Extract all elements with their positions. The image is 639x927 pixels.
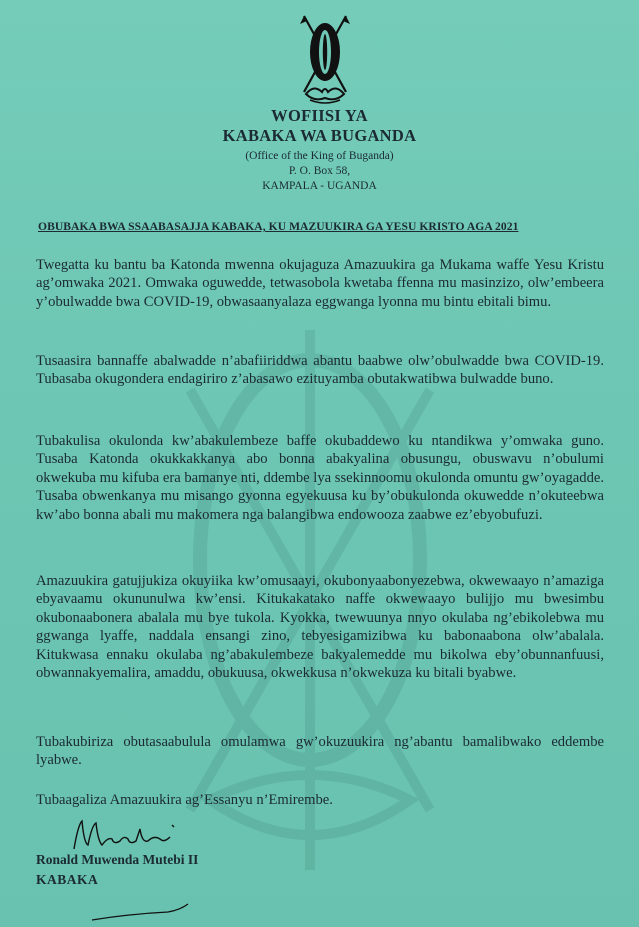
paragraph-5: Tubakubiriza obutasaabulula omulamwa gw’okuzuukira ng’abantu bamalibwako eddembe lyabwe. [36, 734, 604, 769]
letterhead-title-line2: KABAKA WA BUGANDA [222, 126, 417, 145]
closing-greeting: Tubaagaliza Amazuukira ag’Essanyu n’Emirembe. [36, 792, 333, 808]
paragraph-1: Twegatta ku bantu ba Katonda mwenna okujaguza Amazuukira ga Mukama waffe Yesu Kristu ag’omwaka 2021. Omwaka oguwedde, tetwasobola kwetaba ffenna mu masinzizo, olw’embeera y’obulwadde bwa COVID-19, obwasaanyalaza eggwanga lyonna mu bintu ebitali bimu. [36, 257, 604, 310]
signatory-title: KABAKA [36, 872, 99, 887]
paragraph-2: Tusaasira bannaffe abalwadde n’abafiiriddwa abantu baabwe olw’obulwadde bwa COVID-19. Tubasaba okugondera endagiriro z’abasawo ezituyamba obutakwatibwa bulwadde buno. [36, 353, 604, 388]
signatory-name: Ronald Muwenda Mutebi II [36, 852, 199, 867]
ink-scrawl-mark [88, 900, 198, 924]
royal-shield-emblem-icon [296, 14, 354, 106]
letterhead-office-english: (Office of the King of Buganda) [245, 150, 394, 162]
paragraph-3: Tubakulisa okulonda kw’abakulembeze baffe okubaddewo ku ntandikwa y’omwaka guno. Tusaba Katonda okukkakkanya abo bonna abakyalina obusungu, obuswavu n’obulumi okwekuba mu kifuba era bamanye nti, ddembe lya ssekinnoomu okulonda omuntu gw’oyagadde. Tusaba obwenkanya mu misango gyonna egyekuusa ku by’obukulonda okuwedde n’okuteebwa kw’abo bonna abali mu makomera nga balangibwa endowooza zaabwe ez’ebyobufuzi. [36, 433, 604, 523]
letter-subject: OBUBAKA BWA SSAABASAJJA KABAKA, KU MAZUUKIRA GA YESU KRISTO AGA 2021 [38, 220, 519, 233]
letterhead-city: KAMPALA - UGANDA [262, 180, 377, 192]
handwritten-signature [68, 815, 188, 855]
letterhead-title-line1: WOFIISI YA [271, 106, 368, 125]
letterhead-po-box: P. O. Box 58, [288, 165, 351, 177]
paragraph-4: Amazuukira gatujjukiza okuyiika kw’omusaayi, okubonyaabonyezebwa, okwewaayo n’amaziga ebyavaamu okununulwa kw’ensi. Kitukakatako naffe okwewaayo bulijjo mu bwesimbu okubonaabonera abalala mu bye tukola. Kyokka, twewuunya nnyo okulaba ng’ebikolebwa mu ggwanga lyaffe, naddala ensangi zino, tebyesigamizibwa ku babonaabona olw’abalala. Kitukwasa ennaku okulaba ng’abakulembeze bakyalemedde mu bikolwa eby’obunnanfuusi, obwannakyemalira, amaddu, obukuusa, okwekkusa n’okwekuza ku bitali byabwe. [36, 573, 604, 682]
